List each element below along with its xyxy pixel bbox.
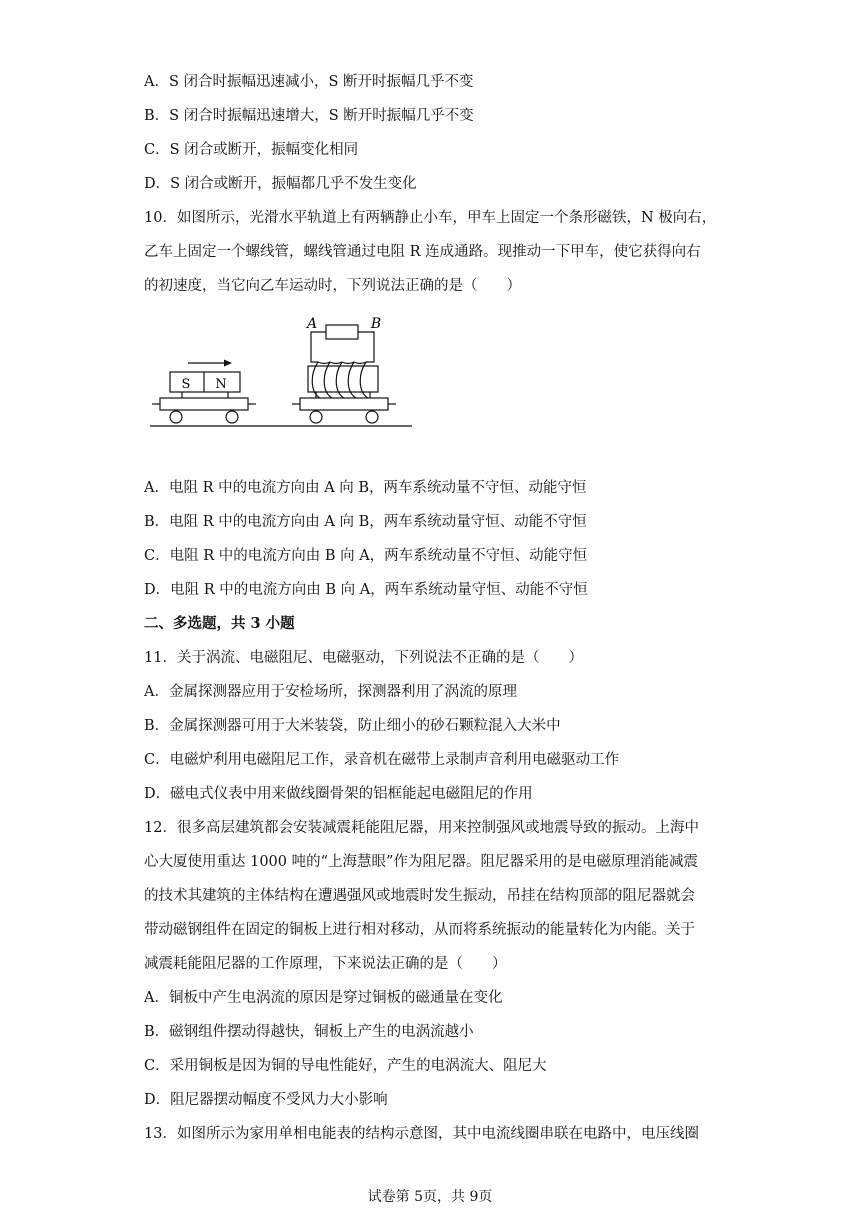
q12-stem-line: 减震耗能阻尼器的工作原理，下来说法正确的是（ ） xyxy=(144,956,507,972)
q12-option-b: B．磁钢组件摆动得越快，铜板上产生的电涡流越小 xyxy=(144,1024,474,1040)
magnet-s-label: S xyxy=(181,377,191,392)
q10-stem-line: 乙车上固定一个螺线管，螺线管通过电阻 R 连成通路。现推动一下甲车，使它获得向右 xyxy=(144,244,701,260)
page-footer: 试卷第 5页，共 9页 xyxy=(367,1189,493,1205)
q11-option-b: B．金属探测器可用于大米装袋，防止细小的砂石颗粒混入大米中 xyxy=(144,718,561,734)
q11-stem: 11．关于涡流、电磁阻尼、电磁驱动，下列说法不正确的是（ ） xyxy=(144,650,583,666)
resistor-circuit xyxy=(311,325,374,362)
q12-stem-line: 12．很多高层建筑都会安装减震耗能阻尼器，用来控制强风或地震导致的振动。上海中 xyxy=(144,820,699,836)
q12-option-c: C．采用铜板是因为铜的导电性能好，产生的电涡流大、阻尼大 xyxy=(144,1058,547,1074)
q11-option-a: A．金属探测器应用于安检场所，探测器利用了涡流的原理 xyxy=(144,684,517,700)
q9-option-c: C．S 闭合或断开，振幅变化相同 xyxy=(144,142,359,158)
q10-option-d: D．电阻 R 中的电流方向由 B 向 A，两车系统动量守恒、动能不守恒 xyxy=(144,582,588,598)
q12-option-d: D．阻尼器摆动幅度不受风力大小影响 xyxy=(144,1092,388,1108)
q9-option-a: A．S 闭合时振幅迅速减小，S 断开时振幅几乎不变 xyxy=(144,74,474,90)
q11-option-d: D．磁电式仪表中用来做线圈骨架的铝框能起电磁阻尼的作用 xyxy=(144,786,533,802)
q11-option-c: C．电磁炉利用电磁阻尼工作，录音机在磁带上录制声音利用电磁驱动工作 xyxy=(144,752,620,768)
q10-figure-carts xyxy=(148,312,414,432)
magnet-n-label: N xyxy=(215,377,227,392)
q12-stem-line: 带动磁钢组件在固定的铜板上进行相对移动，从而将系统振动的能量转化为内能。关于 xyxy=(144,922,695,938)
velocity-arrow-icon xyxy=(188,360,232,367)
q10-option-a: A．电阻 R 中的电流方向由 A 向 B，两车系统动量不守恒、动能守恒 xyxy=(144,480,587,496)
q9-option-b: B．S 闭合时振幅迅速增大，S 断开时振幅几乎不变 xyxy=(144,108,474,124)
q10-stem-line: 10．如图所示，光滑水平轨道上有两辆静止小车，甲车上固定一个条形磁铁，N 极向右， xyxy=(144,210,717,226)
cart-b xyxy=(292,398,396,423)
q12-option-a: A．铜板中产生电涡流的原因是穿过铜板的磁通量在变化 xyxy=(144,990,503,1006)
point-a-label: A xyxy=(306,316,318,332)
solenoid xyxy=(308,362,378,398)
point-b-label: B xyxy=(370,316,382,332)
q10-stem-line: 的初速度，当它向乙车运动时，下列说法正确的是（ ） xyxy=(144,278,521,294)
cart-a xyxy=(152,398,256,423)
q13-stem: 13．如图所示为家用单相电能表的结构示意图，其中电流线圈串联在电路中，电压线圈 xyxy=(144,1126,699,1142)
bar-magnet xyxy=(170,372,240,398)
q9-option-d: D．S 闭合或断开，振幅都几乎不发生变化 xyxy=(144,176,417,192)
q12-stem-line: 心大厦使用重达 1000 吨的“上海慧眼”作为阻尼器。阻尼器采用的是电磁原理消能减震 xyxy=(144,854,698,870)
q12-stem-line: 的技术其建筑的主体结构在遭遇强风或地震时发生振动，吊挂在结构顶部的阻尼器就会 xyxy=(144,888,695,904)
section-title: 二、多选题，共 3 小题 xyxy=(144,615,295,632)
q10-option-c: C．电阻 R 中的电流方向由 B 向 A，两车系统动量不守恒、动能守恒 xyxy=(144,548,588,564)
q10-option-b: B．电阻 R 中的电流方向由 A 向 B，两车系统动量守恒、动能不守恒 xyxy=(144,514,587,530)
